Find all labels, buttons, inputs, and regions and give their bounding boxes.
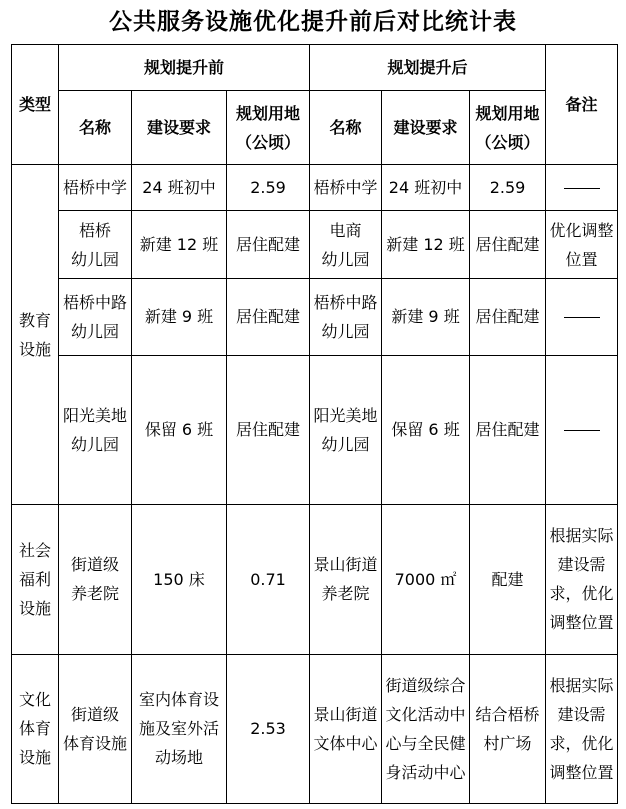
remark-line: 建设需 [557, 704, 606, 724]
before-land-cell [227, 279, 310, 356]
after-req-line: 文化活动中 [385, 704, 466, 724]
before-name-line: 幼儿园 [70, 249, 119, 269]
dash-mark [564, 317, 600, 318]
before-name-cell [59, 355, 132, 504]
after-req-cell [382, 355, 470, 504]
before-land-cell [227, 355, 310, 504]
table-row [12, 279, 618, 356]
header-land-line1: 规划用地 [475, 103, 540, 123]
after-name-line: 文体中心 [313, 733, 378, 753]
before-land-line: 居住配建 [236, 307, 301, 327]
remark-line: 求，优化 [549, 733, 614, 753]
table-row [12, 505, 618, 654]
remark-cell [546, 505, 618, 654]
before-req-cell [132, 279, 227, 356]
before-req-line: 施及室外活 [138, 719, 219, 739]
table-body [12, 165, 618, 804]
after-name-cell [310, 211, 382, 279]
before-land-line: 2.59 [250, 178, 286, 198]
after-name-line: 景山街道 [313, 555, 378, 575]
after-name-cell [310, 165, 382, 211]
after-req-cell [382, 165, 470, 211]
after-land-cell [470, 211, 546, 279]
after-land-line: 配建 [491, 569, 524, 589]
before-land-line: 居住配建 [236, 235, 301, 255]
header-before-name: 名称 [59, 91, 132, 165]
comparison-table [11, 44, 618, 804]
header-after-requirement: 建设要求 [382, 91, 470, 165]
dash-mark [564, 188, 600, 189]
remark-line: 求，优化 [549, 584, 614, 604]
after-land-line: 村广场 [483, 733, 532, 753]
before-req-line: 新建 9 班 [144, 307, 214, 327]
before-land-cell [227, 654, 310, 803]
before-name-cell [59, 279, 132, 356]
after-land-cell [470, 355, 546, 504]
table-row [12, 211, 618, 279]
header-remark: 备注 [546, 45, 618, 165]
before-req-line: 动场地 [154, 748, 203, 768]
remark-cell [546, 165, 618, 211]
category-line: 设施 [18, 598, 51, 618]
table-title: 公共服务设施优化提升前后对比统计表 [109, 9, 517, 35]
header-land-line2: （公顷） [236, 132, 301, 152]
before-name-line: 幼儿园 [70, 434, 119, 454]
category-line: 社会 [18, 540, 51, 560]
before-name-line: 梧桥中路 [62, 292, 127, 312]
after-req-line: 新建 12 班 [386, 235, 465, 255]
after-name-line: 阳光美地 [313, 405, 378, 425]
before-name-line: 梧桥中学 [62, 178, 127, 198]
after-name-cell [310, 355, 382, 504]
header-after-land [470, 91, 546, 165]
after-req-line: 24 班初中 [388, 178, 463, 198]
after-land-cell [470, 654, 546, 803]
remark-cell [546, 279, 618, 356]
before-land-cell [227, 211, 310, 279]
remark-line: 调整位置 [549, 613, 614, 633]
before-req-cell [132, 211, 227, 279]
remark-line: 位置 [565, 249, 598, 269]
after-req-line: 保留 6 班 [391, 420, 460, 440]
header-after: 规划提升后 [310, 45, 546, 91]
before-name-line: 街道级 [70, 555, 119, 575]
after-name-cell [310, 279, 382, 356]
category-line: 设施 [18, 748, 51, 768]
after-name-cell [310, 654, 382, 803]
after-name-line: 幼儿园 [321, 249, 370, 269]
before-req-cell [132, 654, 227, 803]
after-land-line: 居住配建 [475, 420, 540, 440]
before-req-line: 室内体育设 [138, 690, 219, 710]
before-land-cell [227, 165, 310, 211]
after-name-cell [310, 505, 382, 654]
remark-line: 根据实际 [549, 675, 614, 695]
remark-cell [546, 211, 618, 279]
remark-line: 优化调整 [549, 220, 614, 240]
category-line: 文化 [18, 690, 51, 710]
after-name-line: 梧桥中学 [313, 178, 378, 198]
after-req-cell [382, 654, 470, 803]
header-before: 规划提升前 [59, 45, 310, 91]
after-land-line: 居住配建 [475, 235, 540, 255]
category-line: 教育 [18, 310, 51, 330]
header-land-line1: 规划用地 [236, 103, 301, 123]
before-req-line: 150 床 [153, 569, 205, 589]
before-name-cell [59, 165, 132, 211]
after-land-line: 居住配建 [475, 307, 540, 327]
after-req-line: 心与全民健 [385, 733, 466, 753]
header-before-requirement: 建设要求 [132, 91, 227, 165]
after-req-line: 新建 9 班 [391, 307, 460, 327]
after-land-cell [470, 505, 546, 654]
before-land-line: 居住配建 [236, 420, 301, 440]
header-type: 类型 [12, 45, 59, 165]
before-land-line: 0.71 [250, 569, 286, 589]
header-after-name: 名称 [310, 91, 382, 165]
remark-line: 根据实际 [549, 526, 614, 546]
remark-cell [546, 355, 618, 504]
category-cell [12, 165, 59, 505]
table-row [12, 165, 618, 211]
before-name-cell [59, 505, 132, 654]
table-row [12, 654, 618, 803]
dash-mark [564, 430, 600, 431]
header-before-land [227, 91, 310, 165]
before-name-cell [59, 211, 132, 279]
before-name-line: 体育设施 [62, 733, 127, 753]
before-name-line: 养老院 [70, 584, 119, 604]
before-name-line: 阳光美地 [62, 405, 127, 425]
after-land-line: 结合梧桥 [475, 704, 540, 724]
category-line: 体育 [18, 719, 51, 739]
before-req-cell [132, 355, 227, 504]
before-land-cell [227, 505, 310, 654]
category-cell [12, 654, 59, 803]
before-req-line: 新建 12 班 [139, 235, 219, 255]
header-land-line2: （公顷） [475, 132, 540, 152]
before-name-cell [59, 654, 132, 803]
before-req-cell [132, 165, 227, 211]
after-land-cell [470, 279, 546, 356]
after-name-line: 梧桥中路 [313, 292, 378, 312]
after-name-line: 幼儿园 [321, 321, 370, 341]
table-row [12, 355, 618, 504]
after-req-line: 7000 ㎡ [394, 569, 457, 589]
after-req-cell [382, 505, 470, 654]
before-name-line: 幼儿园 [70, 321, 119, 341]
after-name-line: 景山街道 [313, 704, 378, 724]
before-name-line: 街道级 [70, 704, 119, 724]
before-name-line: 梧桥 [78, 220, 111, 240]
after-req-line: 街道级综合 [385, 675, 466, 695]
category-cell [12, 505, 59, 654]
after-land-cell [470, 165, 546, 211]
before-req-line: 保留 6 班 [144, 420, 214, 440]
category-line: 设施 [18, 339, 51, 359]
before-land-line: 2.53 [250, 719, 286, 739]
after-name-line: 养老院 [321, 584, 370, 604]
after-name-line: 幼儿园 [321, 434, 370, 454]
after-req-line: 身活动中心 [385, 762, 466, 782]
remark-line: 调整位置 [549, 762, 614, 782]
before-req-cell [132, 505, 227, 654]
after-req-cell [382, 211, 470, 279]
before-req-line: 24 班初中 [142, 178, 216, 198]
after-land-line: 2.59 [489, 178, 526, 198]
after-name-line: 电商 [329, 220, 362, 240]
remark-line: 建设需 [557, 555, 606, 575]
category-line: 福利 [18, 569, 51, 589]
remark-cell [546, 654, 618, 803]
after-req-cell [382, 279, 470, 356]
